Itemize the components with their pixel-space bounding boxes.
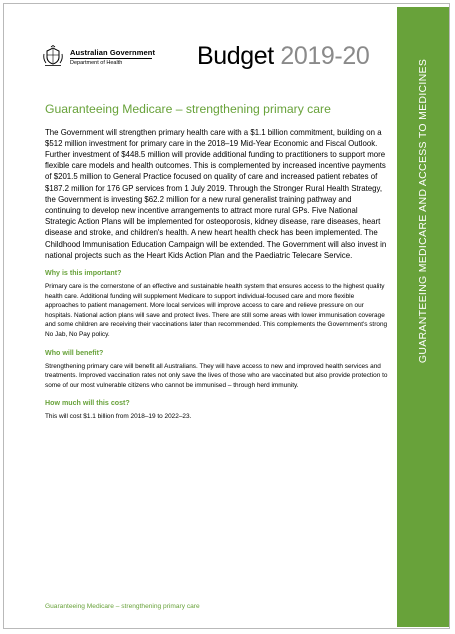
side-band-label [397,7,449,407]
header-divider [70,58,152,59]
side-band-text: GUARANTEEING MEDICARE AND ACCESS TO MEDICINES [417,58,429,364]
government-name: Australian Government [70,48,156,57]
intro-paragraph: The Government will strengthen primary health care with a $1.1 billion commitment, building on a $512 million investment for primary care in the 2018–19 Mid-Year Economic and Fiscal Outlook. Further investment of $448.5 million will provide additional funding to practitioners to support more flexible care models and health outcomes. This is complemented by increased incentive payments of $201.5 million to General Practice focused on quality of care and increased patient rebates of $187.2 million for 176 GP services from 1 July 2019. Through the Stronger Rural Health Strategy, the Government is investing $62.2 million for a new rural generalist training pathway and continuing to develop new incentive arrangements to attract more rural GPs. Five National Strategic Action Plans will be implemented for osteoporosis, kidney disease, rare diseases, heart disease and stroke, and children's health. A new heart health check has been implemented. The Childhood Immunisation Education Campaign will be extended. The Government will also invest in national projects such as the Heart Kids Action Plan and the Paediatric Telecare Service. [45,127,387,260]
coat-of-arms-icon [43,45,63,67]
section-heading-who: Who will benefit? [45,348,104,357]
section-heading-cost: How much will this cost? [45,399,130,408]
section-body-cost: This will cost $1.1 billion from 2018–19 to 2022–23. [45,413,192,421]
page-title: Guaranteeing Medicare – strengthening primary care [45,102,331,116]
section-body-why: Primary care is the cornerstone of an effective and sustainable health system that ensures access to the highest quality health care. Additional funding will supplement Medicare to support individual-focused care and more flexible approaches to patient management. More local services will improve access to care and relieve pressure on our hospitals. National action plans will save and protect lives. There are still some areas with lower immunisation coverage and some children are receiving their vaccinations later than recommended. This complements the Government's strong No Jab, No Pay policy. [45,282,388,338]
budget-word: Budget [197,42,274,70]
main-content [45,102,389,431]
section-body-who: Strengthening primary care will benefit all Australians. They will have access to new and improved health services and treatments. Improved vaccination rates not only save the lives of those who are vaccinated but also provide protection to some of our most vulnerable citizens who cannot be immunised – through herd immunity. [45,362,388,389]
page-footer: Guaranteeing Medicare – strengthening primary care [45,603,200,610]
department-name: Department of Health [70,60,123,66]
budget-title [197,42,369,71]
section-heading-why: Why is this important? [45,268,122,277]
budget-year: 2019-20 [280,42,370,70]
